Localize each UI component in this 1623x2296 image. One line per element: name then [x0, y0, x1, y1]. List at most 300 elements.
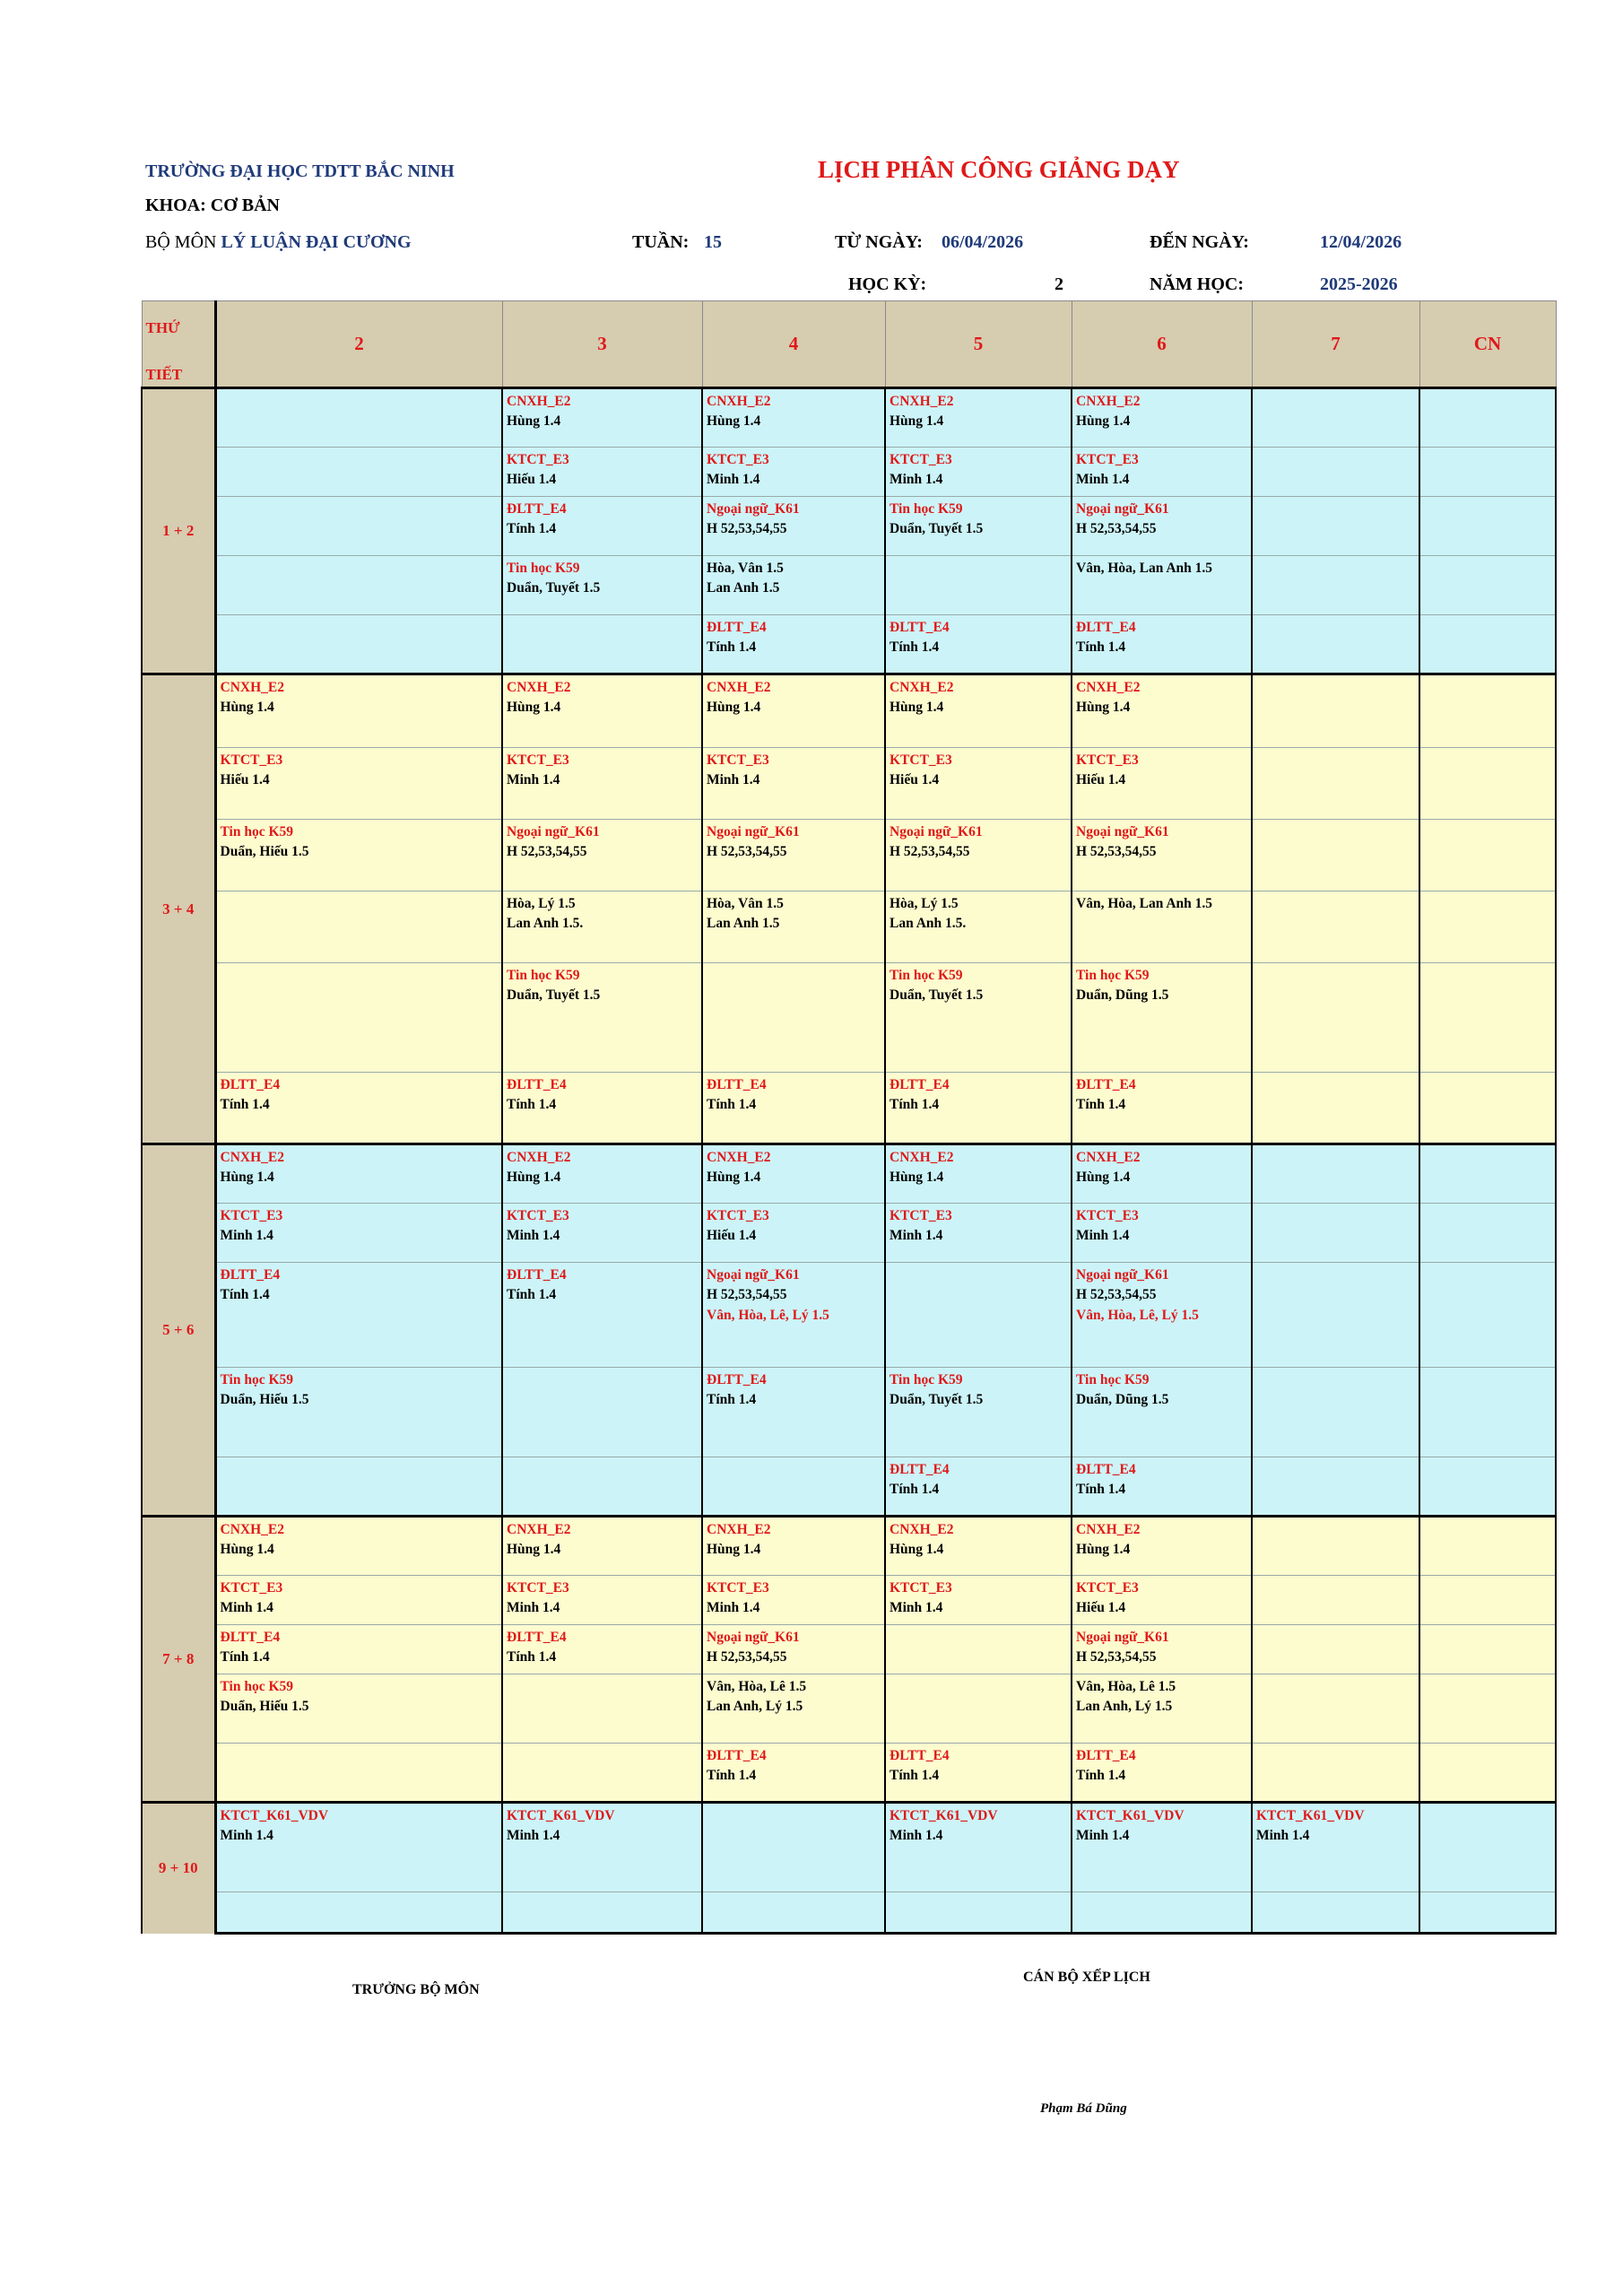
course-code: CNXH_E2 [507, 680, 571, 695]
course-code: Ngoại ngữ_K61 [507, 824, 600, 839]
course-code: CNXH_E2 [890, 680, 954, 695]
teacher-room: Hiếu 1.4 [1076, 772, 1126, 788]
teacher-room: Tính 1.4 [220, 1287, 270, 1303]
schedule-cell [1072, 1517, 1252, 1576]
schedule-cell [1419, 1744, 1556, 1803]
class-entry [217, 1073, 502, 1116]
schedule-cell [502, 1368, 702, 1457]
course-code: CNXH_E2 [220, 1150, 284, 1165]
schedule-cell [702, 1803, 885, 1892]
teacher-room-extra: Lan Anh 1.5 [707, 916, 780, 932]
teacher-room: H 52,53,54,55 [1076, 844, 1157, 860]
course-code: KTCT_E3 [890, 452, 952, 467]
teacher-room: Duẩn, Dũng 1.5 [1076, 987, 1169, 1004]
schedule-cell [885, 1263, 1072, 1368]
teacher-room: Hùng 1.4 [707, 1542, 761, 1558]
schedule-row [142, 1517, 1556, 1576]
course-code: KTCT_E3 [1076, 1580, 1139, 1596]
schedule-cell [885, 1625, 1072, 1674]
class-entry [703, 1145, 884, 1188]
schedule-row [142, 1625, 1556, 1674]
schedule-table [141, 300, 1557, 1935]
course-code: KTCT_E3 [507, 452, 569, 467]
class-entry [703, 1744, 884, 1787]
class-entry [217, 1804, 502, 1847]
schedule-cell [1419, 1625, 1556, 1674]
schedule-cell [1419, 1204, 1556, 1263]
schedule-cell [215, 963, 502, 1073]
class-entry [886, 615, 1071, 658]
course-code: Ngoại ngữ_K61 [707, 824, 800, 839]
course-code: Tin học K59 [507, 968, 580, 983]
course-code: KTCT_E3 [507, 1580, 569, 1596]
class-entry [703, 389, 884, 432]
class-entry [217, 675, 502, 718]
course-code: CNXH_E2 [707, 394, 771, 409]
course-code: CNXH_E2 [707, 1150, 771, 1165]
course-code: Ngoại ngữ_K61 [707, 501, 800, 517]
class-entry [217, 1625, 502, 1668]
schedule-row [142, 674, 1556, 748]
schedule-cell [1252, 448, 1419, 497]
schedule-cell [502, 497, 702, 556]
course-code: Tin học K59 [220, 1679, 294, 1694]
schedule-cell [1252, 1744, 1419, 1803]
course-code: KTCT_E3 [890, 1208, 952, 1223]
teacher-room: Tính 1.4 [507, 1097, 557, 1113]
teacher-room: Minh 1.4 [220, 1828, 273, 1844]
schedule-cell [1252, 963, 1419, 1073]
schedule-cell [1419, 1517, 1556, 1576]
schedule-cell [885, 891, 1072, 963]
corner-day-label: THỨ [145, 319, 180, 336]
department-line [145, 232, 412, 253]
course-code: ĐLTT_E4 [707, 1748, 767, 1763]
schedule-cell [1252, 497, 1419, 556]
teacher-room: Hùng 1.4 [220, 700, 274, 716]
course-code: Ngoại ngữ_K61 [890, 824, 983, 839]
class-entry [1072, 497, 1251, 540]
schedule-cell [702, 1368, 885, 1457]
class-entry [503, 820, 701, 863]
schedule-cell [502, 1803, 702, 1892]
course-code: Tin học K59 [890, 968, 963, 983]
class-entry [217, 748, 502, 791]
schedule-cell [1072, 1073, 1252, 1144]
schedule-cell [502, 748, 702, 820]
class-entry [886, 1518, 1071, 1561]
teacher-room: Tính 1.4 [890, 1768, 940, 1784]
class-entry [703, 615, 884, 658]
teacher-room: Duẩn, Tuyết 1.5 [507, 580, 601, 596]
class-entry [503, 1204, 701, 1247]
class-entry [503, 1576, 701, 1619]
schedule-cell [885, 963, 1072, 1073]
teacher-room: Minh 1.4 [890, 1828, 943, 1844]
schedule-cell [215, 1144, 502, 1204]
class-entry [703, 1518, 884, 1561]
class-entry [703, 556, 884, 599]
class-entry [503, 1263, 701, 1306]
schedule-row [142, 1144, 1556, 1204]
schedule-cell [702, 1674, 885, 1744]
teacher-room: Tính 1.4 [890, 639, 940, 656]
course-code: ĐLTT_E4 [1076, 620, 1136, 635]
class-entry [886, 1744, 1071, 1787]
teacher-room: Hùng 1.4 [220, 1542, 274, 1558]
day-header-3: 3 [502, 301, 702, 388]
corner-header [142, 301, 215, 388]
schedule-row [142, 1674, 1556, 1744]
teacher-room: Duẩn, Tuyết 1.5 [890, 521, 984, 537]
teacher-room: Minh 1.4 [1076, 472, 1130, 488]
schedule-row [142, 615, 1556, 674]
day-header-5: 5 [885, 301, 1072, 388]
schedule-cell [1252, 748, 1419, 820]
teacher-room: Minh 1.4 [707, 1600, 760, 1616]
teacher-room: Minh 1.4 [890, 472, 943, 488]
schedule-cell [215, 448, 502, 497]
teacher-room: Minh 1.4 [1076, 1828, 1130, 1844]
day-header-7: 7 [1252, 301, 1419, 388]
schedule-cell [215, 1368, 502, 1457]
schedule-cell [702, 674, 885, 748]
teacher-room: Tính 1.4 [1076, 1097, 1126, 1113]
schedule-cell [502, 1263, 702, 1368]
teacher-room: Minh 1.4 [507, 1228, 560, 1244]
schedule-cell [1419, 497, 1556, 556]
class-entry [503, 1073, 701, 1116]
course-code: KTCT_E3 [707, 1580, 769, 1596]
teacher-room: Minh 1.4 [890, 1228, 943, 1244]
class-entry [703, 1073, 884, 1116]
course-code: CNXH_E2 [1076, 1150, 1141, 1165]
schedule-cell [215, 1517, 502, 1576]
schedule-cell [1419, 1576, 1556, 1625]
schedule-cell [1072, 1625, 1252, 1674]
schedule-cell [1072, 1803, 1252, 1892]
period-block [142, 674, 1556, 1144]
schedule-cell [1252, 1263, 1419, 1368]
schedule-cell [885, 1144, 1072, 1204]
course-code: KTCT_E3 [707, 1208, 769, 1223]
class-entry [503, 448, 701, 491]
class-entry [1072, 1457, 1251, 1500]
period-block [142, 388, 1556, 674]
teacher-room-extra: Lan Anh, Lý 1.5 [1076, 1699, 1173, 1715]
schedule-row [142, 1204, 1556, 1263]
schedule-cell [1072, 556, 1252, 615]
teacher-room: Hùng 1.4 [707, 1170, 761, 1186]
schedule-cell [885, 1803, 1072, 1892]
schedule-cell [702, 1144, 885, 1204]
class-entry [1253, 1804, 1419, 1847]
schedule-cell [502, 1144, 702, 1204]
semester-value: 2 [1055, 274, 1063, 294]
teacher-room: Hòa, Lý 1.5 [890, 896, 959, 911]
schedule-cell [1419, 556, 1556, 615]
period-label: 9 + 10 [142, 1803, 215, 1934]
semester-label: HỌC KỲ: [848, 274, 927, 294]
course-code: KTCT_E3 [890, 752, 952, 768]
class-entry [886, 675, 1071, 718]
schedule-row [142, 1803, 1556, 1892]
class-entry [886, 1368, 1071, 1411]
schedule-cell [215, 1892, 502, 1934]
course-code: ĐLTT_E4 [220, 1630, 281, 1645]
scheduler-signature-name: Phạm Bá Dũng [1040, 2101, 1127, 2116]
teacher-room: Hiếu 1.4 [707, 1228, 757, 1244]
schedule-cell [702, 1744, 885, 1803]
schedule-row [142, 1576, 1556, 1625]
class-entry [1072, 448, 1251, 491]
period-label: 5 + 6 [142, 1144, 215, 1517]
course-code: ĐLTT_E4 [890, 1748, 950, 1763]
teacher-room: Vân, Hòa, Lê 1.5 [1076, 1679, 1176, 1694]
teacher-room: Tính 1.4 [1076, 639, 1126, 656]
class-entry [503, 748, 701, 791]
schedule-cell [1252, 1674, 1419, 1744]
schedule-row [142, 1073, 1556, 1144]
class-entry [1072, 1518, 1251, 1561]
course-code: Tin học K59 [507, 561, 580, 576]
class-entry [1072, 1625, 1251, 1668]
schedule-cell [502, 963, 702, 1073]
class-entry [1072, 891, 1251, 914]
teacher-room: Minh 1.4 [1256, 1828, 1310, 1844]
class-entry [1072, 1744, 1251, 1787]
class-entry [1072, 389, 1251, 432]
teacher-room: Tính 1.4 [707, 1097, 757, 1113]
schedule-cell [215, 497, 502, 556]
class-entry [1072, 615, 1251, 658]
schedule-cell [1252, 674, 1419, 748]
class-entry [217, 1368, 502, 1411]
schedule-row [142, 1263, 1556, 1368]
teacher-room: Hòa, Vân 1.5 [707, 896, 784, 911]
course-code: CNXH_E2 [707, 1522, 771, 1537]
teacher-room: Duẩn, Hiếu 1.5 [220, 844, 309, 860]
schedule-cell [1072, 1368, 1252, 1457]
schedule-cell [1252, 1517, 1419, 1576]
course-code: Tin học K59 [220, 824, 294, 839]
schedule-cell [502, 615, 702, 674]
day-header-6: 6 [1072, 301, 1252, 388]
class-entry [703, 820, 884, 863]
schedule-cell [502, 1204, 702, 1263]
teacher-room-extra: Lan Anh 1.5. [507, 916, 584, 932]
week-label: TUẦN: [632, 232, 690, 252]
schedule-cell [702, 497, 885, 556]
schedule-cell [1252, 1204, 1419, 1263]
course-code: CNXH_E2 [220, 1522, 284, 1537]
class-entry [1072, 1204, 1251, 1247]
teacher-room: H 52,53,54,55 [707, 1649, 787, 1665]
schedule-cell [885, 388, 1072, 448]
schedule-cell [1072, 448, 1252, 497]
schedule-cell [502, 1517, 702, 1576]
day-header-row [142, 301, 1556, 388]
schedule-cell [502, 1457, 702, 1517]
day-header-4: 4 [702, 301, 885, 388]
schedule-row [142, 1457, 1556, 1517]
schedule-row [142, 891, 1556, 963]
schedule-cell [1252, 1368, 1419, 1457]
schedule-cell [885, 556, 1072, 615]
schedule-cell [885, 748, 1072, 820]
schedule-cell [885, 1073, 1072, 1144]
schedule-cell [885, 615, 1072, 674]
course-code: ĐLTT_E4 [707, 620, 767, 635]
schedule-cell [702, 1204, 885, 1263]
from-date-label: TỪ NGÀY: [835, 232, 923, 252]
schedule-cell [215, 820, 502, 891]
course-code: ĐLTT_E4 [220, 1077, 281, 1092]
schedule-row [142, 963, 1556, 1073]
teacher-room: H 52,53,54,55 [707, 1287, 787, 1303]
class-entry [886, 1804, 1071, 1847]
class-entry [217, 1518, 502, 1561]
schedule-row [142, 448, 1556, 497]
schedule-cell [1252, 1803, 1419, 1892]
schedule-cell [502, 1674, 702, 1744]
teacher-room: Hùng 1.4 [1076, 1170, 1131, 1186]
course-code: Ngoại ngữ_K61 [1076, 824, 1169, 839]
faculty-label: KHOA: CƠ BẢN [145, 196, 280, 215]
schedule-cell [1072, 388, 1252, 448]
schedule-cell [1419, 1803, 1556, 1892]
teacher-room: Hùng 1.4 [890, 1170, 944, 1186]
class-entry [1072, 1368, 1251, 1411]
teacher-room: Minh 1.4 [220, 1228, 273, 1244]
class-entry [703, 1263, 884, 1326]
schedule-cell [885, 1457, 1072, 1517]
period-label: 1 + 2 [142, 388, 215, 674]
schedule-cell [1072, 891, 1252, 963]
course-code: KTCT_E3 [707, 752, 769, 768]
teacher-room-extra: Lan Anh, Lý 1.5 [707, 1699, 803, 1715]
class-entry [1072, 748, 1251, 791]
period-label: 3 + 4 [142, 674, 215, 1144]
schedule-cell [502, 556, 702, 615]
class-entry [886, 963, 1071, 1006]
schedule-cell [702, 1517, 885, 1576]
schedule-cell [1419, 1674, 1556, 1744]
schedule-cell [1072, 1674, 1252, 1744]
schedule-cell [1419, 388, 1556, 448]
teacher-room: H 52,53,54,55 [890, 844, 970, 860]
class-entry [503, 1518, 701, 1561]
schedule-cell [885, 1576, 1072, 1625]
teacher-room: Tính 1.4 [707, 1768, 757, 1784]
course-code: KTCT_E3 [707, 452, 769, 467]
class-entry [1072, 556, 1251, 578]
class-entry [503, 963, 701, 1006]
schedule-cell [1419, 891, 1556, 963]
schedule-cell [702, 1576, 885, 1625]
teacher-room: Minh 1.4 [890, 1600, 943, 1616]
schedule-cell [885, 448, 1072, 497]
schedule-cell [1419, 1457, 1556, 1517]
schedule-cell [1072, 674, 1252, 748]
class-entry [217, 820, 502, 863]
schedule-cell [1072, 1744, 1252, 1803]
schedule-cell [502, 1576, 702, 1625]
teacher-room: Tính 1.4 [507, 1649, 557, 1665]
course-code: KTCT_E3 [220, 1580, 283, 1596]
teacher-room: Hòa, Lý 1.5 [507, 896, 576, 911]
course-code: CNXH_E2 [507, 1522, 571, 1537]
class-entry [703, 1576, 884, 1619]
schedule-row [142, 556, 1556, 615]
department-label: BỘ MÔN [145, 232, 217, 252]
class-entry [886, 1457, 1071, 1500]
course-code: CNXH_E2 [507, 394, 571, 409]
class-entry [886, 1145, 1071, 1188]
class-entry [503, 891, 701, 935]
teacher-room: Hiếu 1.4 [220, 772, 270, 788]
schedule-cell [1419, 1144, 1556, 1204]
schedule-cell [1419, 1892, 1556, 1934]
class-entry [1072, 963, 1251, 1006]
course-code: ĐLTT_E4 [890, 1077, 950, 1092]
class-entry [1072, 1674, 1251, 1718]
teacher-room: Tính 1.4 [220, 1649, 270, 1665]
course-code: Tin học K59 [1076, 1372, 1150, 1387]
teacher-room: Hiếu 1.4 [507, 472, 557, 488]
teacher-room: Minh 1.4 [507, 1828, 560, 1844]
teacher-room: Vân, Hòa, Lan Anh 1.5 [1076, 896, 1213, 911]
schedule-cell [1072, 1576, 1252, 1625]
head-of-department-label: TRƯỞNG BỘ MÔN [352, 1982, 480, 1997]
course-code: CNXH_E2 [707, 680, 771, 695]
course-code: CNXH_E2 [890, 394, 954, 409]
schedule-cell [1252, 891, 1419, 963]
schedule-cell [1419, 1368, 1556, 1457]
course-code: KTCT_E3 [220, 1208, 283, 1223]
class-entry [217, 1263, 502, 1306]
schedule-row [142, 820, 1556, 891]
class-entry [886, 497, 1071, 540]
schedule-cell [215, 388, 502, 448]
schedule-cell [1252, 1073, 1419, 1144]
teacher-room: Tính 1.4 [507, 521, 557, 537]
teacher-room: Tính 1.4 [890, 1482, 940, 1498]
schedule-cell [1419, 748, 1556, 820]
course-code: ĐLTT_E4 [1076, 1077, 1136, 1092]
scheduler-label: CÁN BỘ XẾP LỊCH [1023, 1970, 1150, 1985]
course-code: ĐLTT_E4 [507, 1077, 567, 1092]
period-block [142, 1803, 1556, 1934]
course-code: ĐLTT_E4 [890, 1462, 950, 1477]
teacher-room: Tính 1.4 [507, 1287, 557, 1303]
period-block [142, 1144, 1556, 1517]
schedule-cell [1072, 1892, 1252, 1934]
schedule-cell [215, 748, 502, 820]
schedule-cell [1072, 1204, 1252, 1263]
schedule-cell [215, 674, 502, 748]
school-year-label: NĂM HỌC: [1150, 274, 1244, 294]
course-code: Ngoại ngữ_K61 [707, 1267, 800, 1283]
corner-period-label: TIẾT [145, 366, 183, 383]
teacher-room: Tính 1.4 [707, 639, 757, 656]
day-header-2: 2 [215, 301, 502, 388]
course-code: CNXH_E2 [1076, 394, 1141, 409]
course-code: ĐLTT_E4 [707, 1077, 767, 1092]
schedule-cell [215, 615, 502, 674]
teacher-room-extra: Vân, Hòa, Lê, Lý 1.5 [707, 1307, 829, 1323]
class-entry [1072, 820, 1251, 863]
